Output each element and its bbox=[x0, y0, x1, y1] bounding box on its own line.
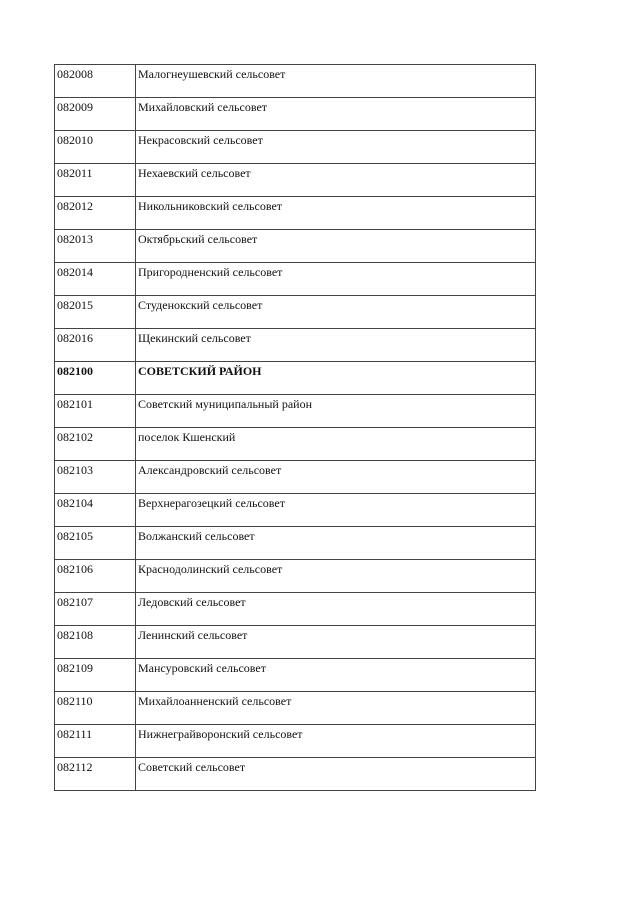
table-row bbox=[55, 626, 536, 659]
code-cell: 082009 bbox=[55, 98, 136, 131]
code-cell: 082109 bbox=[55, 659, 136, 692]
name-cell: Ленинский сельсовет bbox=[136, 626, 536, 659]
name-cell: СОВЕТСКИЙ РАЙОН bbox=[136, 362, 536, 395]
code-cell: 082016 bbox=[55, 329, 136, 362]
code-cell: 082104 bbox=[55, 494, 136, 527]
name-cell: Мансуровский сельсовет bbox=[136, 659, 536, 692]
name-cell: Нехаевский сельсовет bbox=[136, 164, 536, 197]
table-row bbox=[55, 263, 536, 296]
code-cell: 082011 bbox=[55, 164, 136, 197]
name-cell: Студенокский сельсовет bbox=[136, 296, 536, 329]
table-row bbox=[55, 230, 536, 263]
table-row bbox=[55, 560, 536, 593]
name-cell: поселок Кшенский bbox=[136, 428, 536, 461]
table-row bbox=[55, 296, 536, 329]
table-row bbox=[55, 692, 536, 725]
table-row bbox=[55, 362, 536, 395]
name-cell: Советский муниципальный район bbox=[136, 395, 536, 428]
name-cell: Пригородненский сельсовет bbox=[136, 263, 536, 296]
table-row bbox=[55, 428, 536, 461]
code-cell: 082105 bbox=[55, 527, 136, 560]
name-cell: Нижнеграйворонский сельсовет bbox=[136, 725, 536, 758]
name-cell: Ледовский сельсовет bbox=[136, 593, 536, 626]
code-cell: 082112 bbox=[55, 758, 136, 791]
code-cell: 082110 bbox=[55, 692, 136, 725]
name-cell: Щекинский сельсовет bbox=[136, 329, 536, 362]
code-cell: 082013 bbox=[55, 230, 136, 263]
code-cell: 082111 bbox=[55, 725, 136, 758]
code-cell: 082015 bbox=[55, 296, 136, 329]
name-cell: Михайлоанненский сельсовет bbox=[136, 692, 536, 725]
code-cell: 082102 bbox=[55, 428, 136, 461]
name-cell: Малогнеушевский сельсовет bbox=[136, 65, 536, 98]
table-row bbox=[55, 725, 536, 758]
code-cell: 082014 bbox=[55, 263, 136, 296]
name-cell: Октябрьский сельсовет bbox=[136, 230, 536, 263]
code-cell: 082103 bbox=[55, 461, 136, 494]
name-cell: Краснодолинский сельсовет bbox=[136, 560, 536, 593]
table-row bbox=[55, 98, 536, 131]
table-row bbox=[55, 461, 536, 494]
table-row bbox=[55, 197, 536, 230]
table-row bbox=[55, 758, 536, 791]
table-row bbox=[55, 131, 536, 164]
name-cell: Никольниковский сельсовет bbox=[136, 197, 536, 230]
code-cell: 082107 bbox=[55, 593, 136, 626]
table-row bbox=[55, 164, 536, 197]
name-cell: Михайловский сельсовет bbox=[136, 98, 536, 131]
code-cell: 082108 bbox=[55, 626, 136, 659]
code-cell: 082100 bbox=[55, 362, 136, 395]
table-row bbox=[55, 593, 536, 626]
name-cell: Некрасовский сельсовет bbox=[136, 131, 536, 164]
table-row bbox=[55, 494, 536, 527]
code-cell: 082101 bbox=[55, 395, 136, 428]
table-body bbox=[55, 65, 536, 791]
code-cell: 082010 bbox=[55, 131, 136, 164]
name-cell: Александровский сельсовет bbox=[136, 461, 536, 494]
code-cell: 082106 bbox=[55, 560, 136, 593]
name-cell: Советский сельсовет bbox=[136, 758, 536, 791]
code-cell: 082008 bbox=[55, 65, 136, 98]
territory-code-table bbox=[54, 64, 536, 791]
name-cell: Верхнерагозецкий сельсовет bbox=[136, 494, 536, 527]
table-row bbox=[55, 65, 536, 98]
table-row bbox=[55, 659, 536, 692]
table-row bbox=[55, 395, 536, 428]
code-cell: 082012 bbox=[55, 197, 136, 230]
table-row bbox=[55, 329, 536, 362]
name-cell: Волжанский сельсовет bbox=[136, 527, 536, 560]
table-row bbox=[55, 527, 536, 560]
